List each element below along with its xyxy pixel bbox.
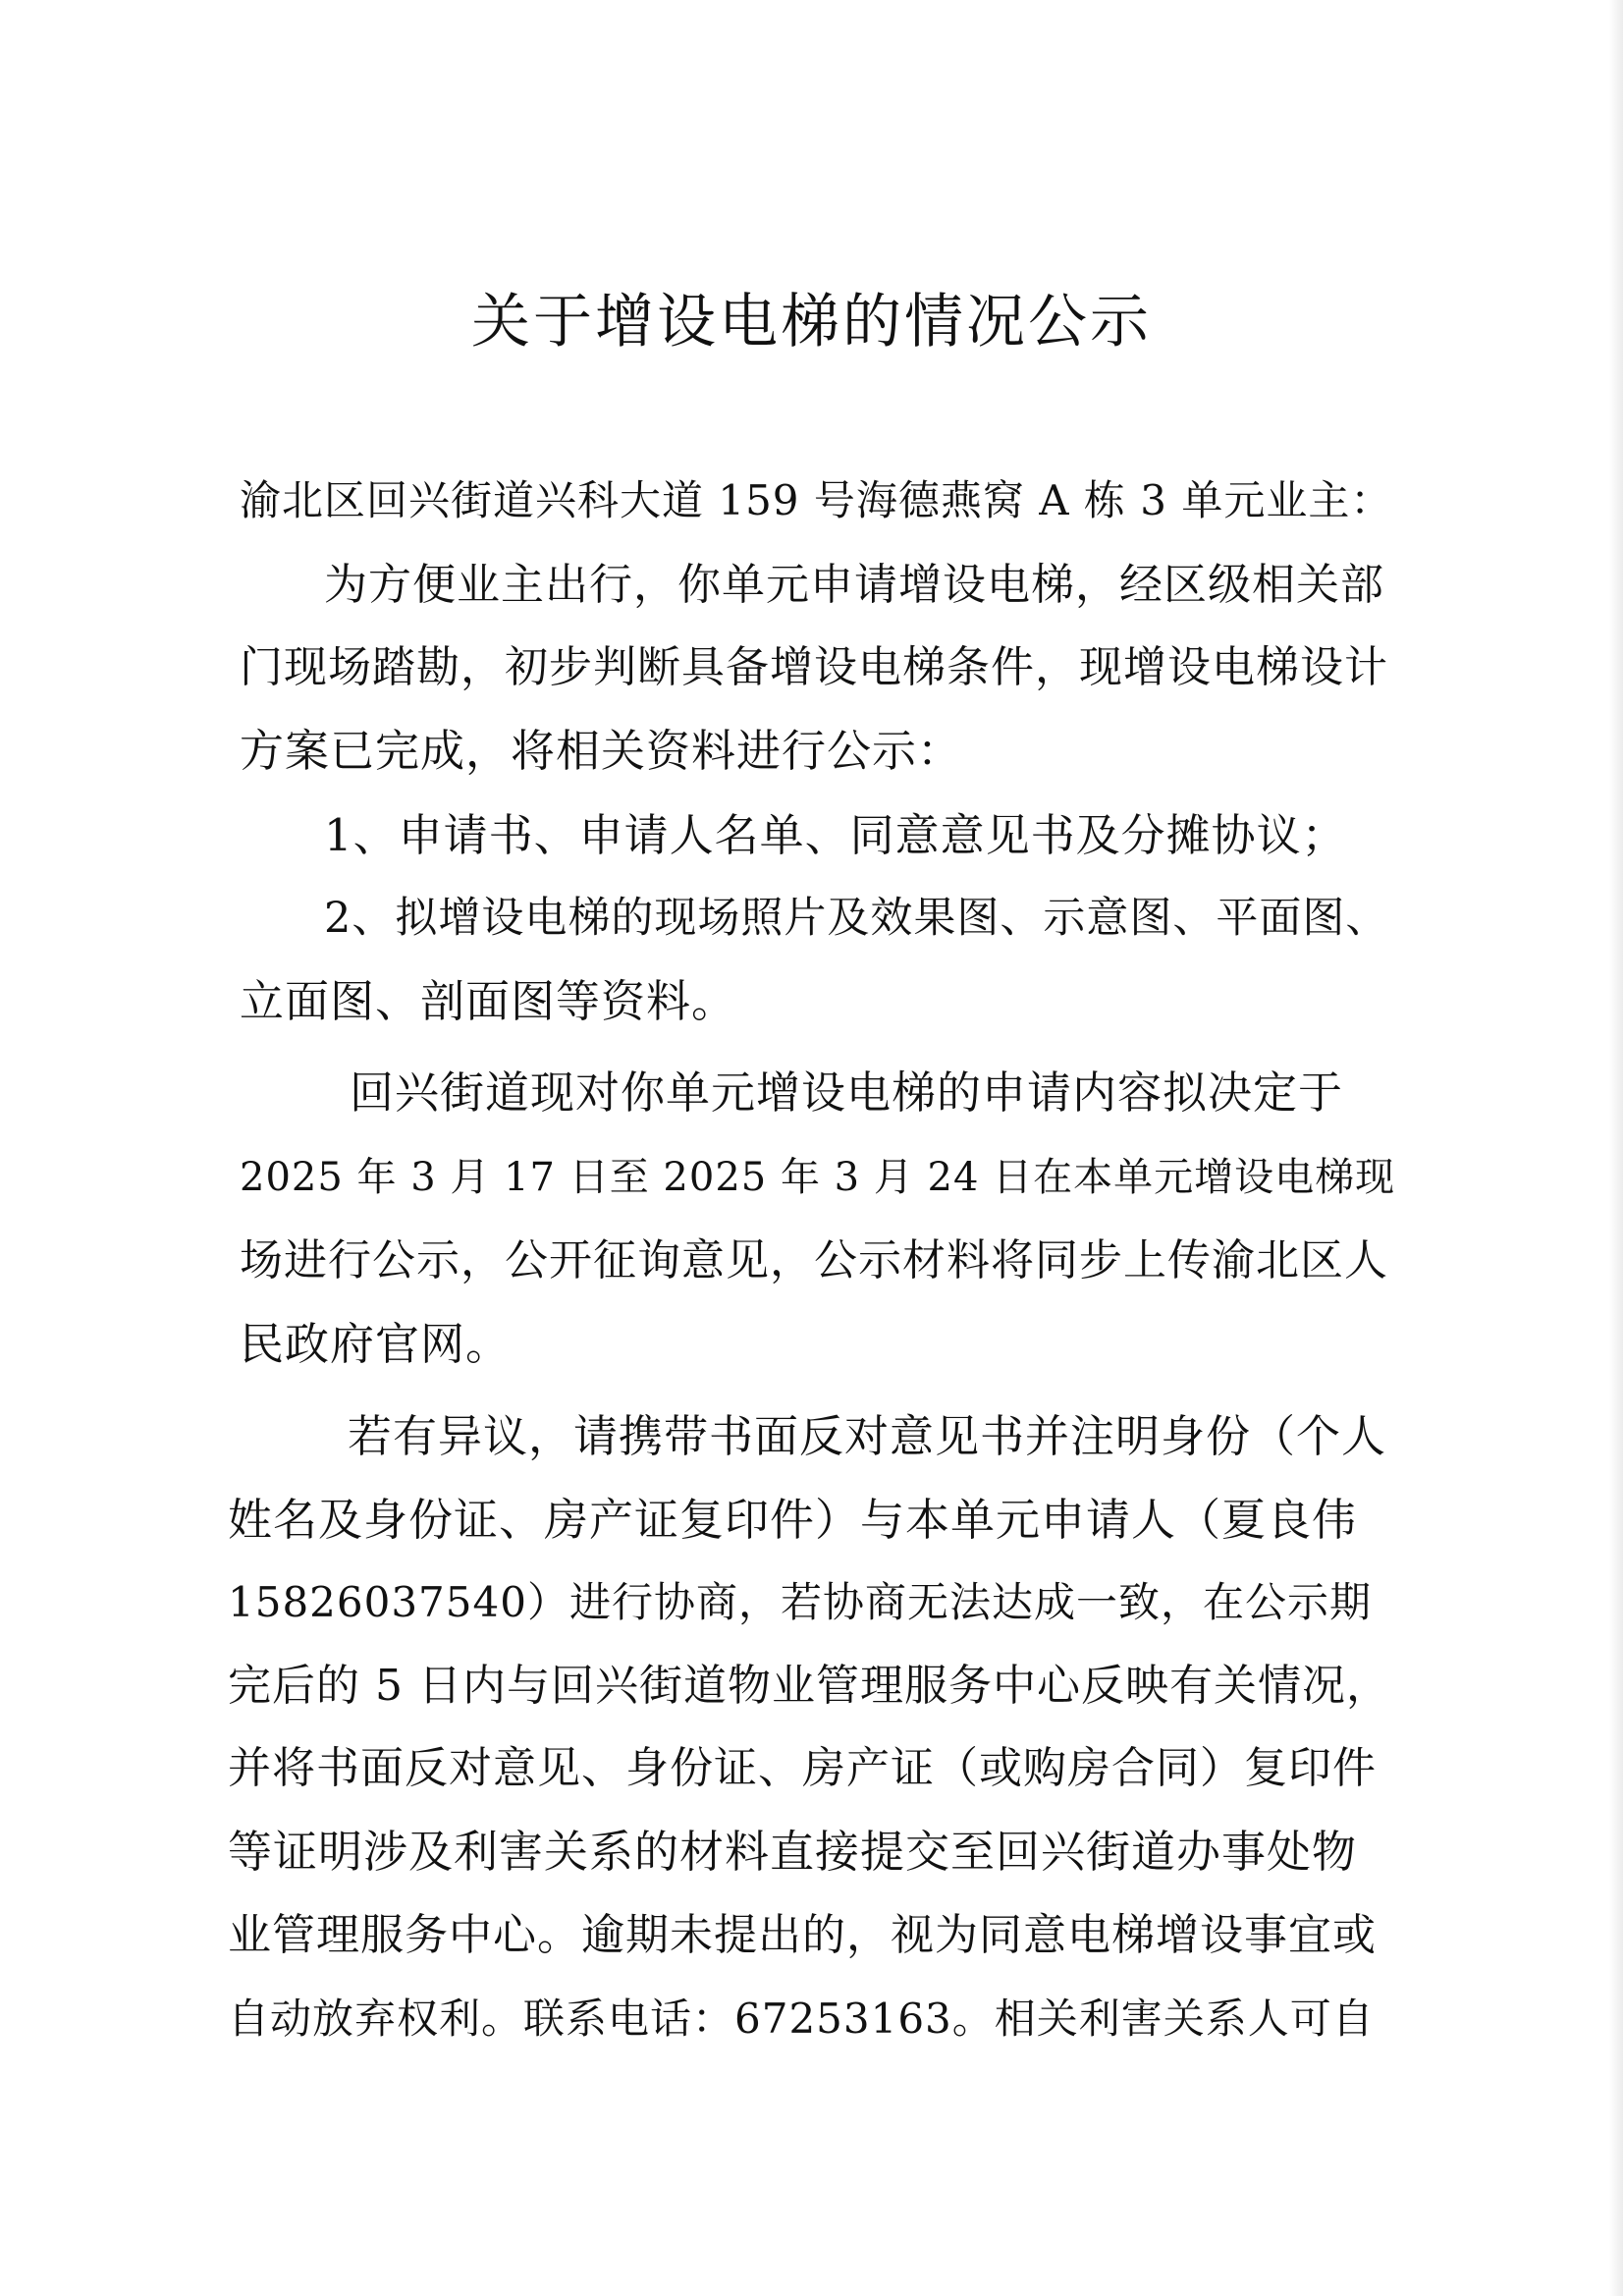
- list-item: 1、申请书、申请人名单、同意意见书及分摊协议；: [324, 809, 1347, 861]
- body-line: 方案已完成，将相关资料进行公示：: [240, 725, 963, 777]
- addressee-line: 渝北区回兴街道兴科大道 159 号海德燕窝 A 栋 3 单元业主：: [240, 476, 1393, 524]
- body-line: 为方便业主出行，你单元申请增设电梯，经区级相关部: [324, 560, 1384, 610]
- body-line: 完后的 5 日内与回兴街道物业管理服务中心反映有关情况，: [228, 1661, 1390, 1711]
- body-line: 等证明涉及利害关系的材料直接提交至回兴街道办事处物: [228, 1826, 1358, 1878]
- list-item: 2、拟增设电梯的现场照片及效果图、示意图、平面图、: [324, 894, 1389, 943]
- body-line: 业管理服务中心。逾期未提出的，视为同意电梯增设事宜或: [228, 1910, 1377, 1960]
- body-line: 民政府官网。: [240, 1318, 512, 1370]
- page-edge-shadow: [1609, 0, 1623, 2296]
- body-line: 姓名及身份证、房产证复印件）与本单元申请人（夏良伟: [228, 1494, 1358, 1546]
- body-line: 门现场踏勘，初步判断具备增设电梯条件，现增设电梯设计: [240, 642, 1388, 692]
- body-line: 2025 年 3 月 17 日至 2025 年 3 月 24 日在本单元增设电梯现: [240, 1155, 1396, 1200]
- body-line: 自动放弃权利。联系电话：67253163。相关利害关系人可自: [228, 1995, 1375, 2043]
- body-line: 并将书面反对意见、身份证、房产证（或购房合同）复印件: [228, 1743, 1377, 1793]
- body-line: 15826037540）进行协商，若协商无法达成一致，在公示期: [228, 1578, 1372, 1626]
- document-title: 关于增设电梯的情况公示: [471, 288, 1152, 356]
- body-line: 若有异议，请携带书面反对意见书并注明身份（个人: [348, 1410, 1387, 1462]
- body-line: 场进行公示，公开征询意见，公示材料将同步上传渝北区人: [240, 1235, 1388, 1285]
- body-line: 回兴街道现对你单元增设电梯的申请内容拟决定于: [350, 1066, 1344, 1119]
- list-item-continuation: 立面图、剖面图等资料。: [240, 975, 737, 1027]
